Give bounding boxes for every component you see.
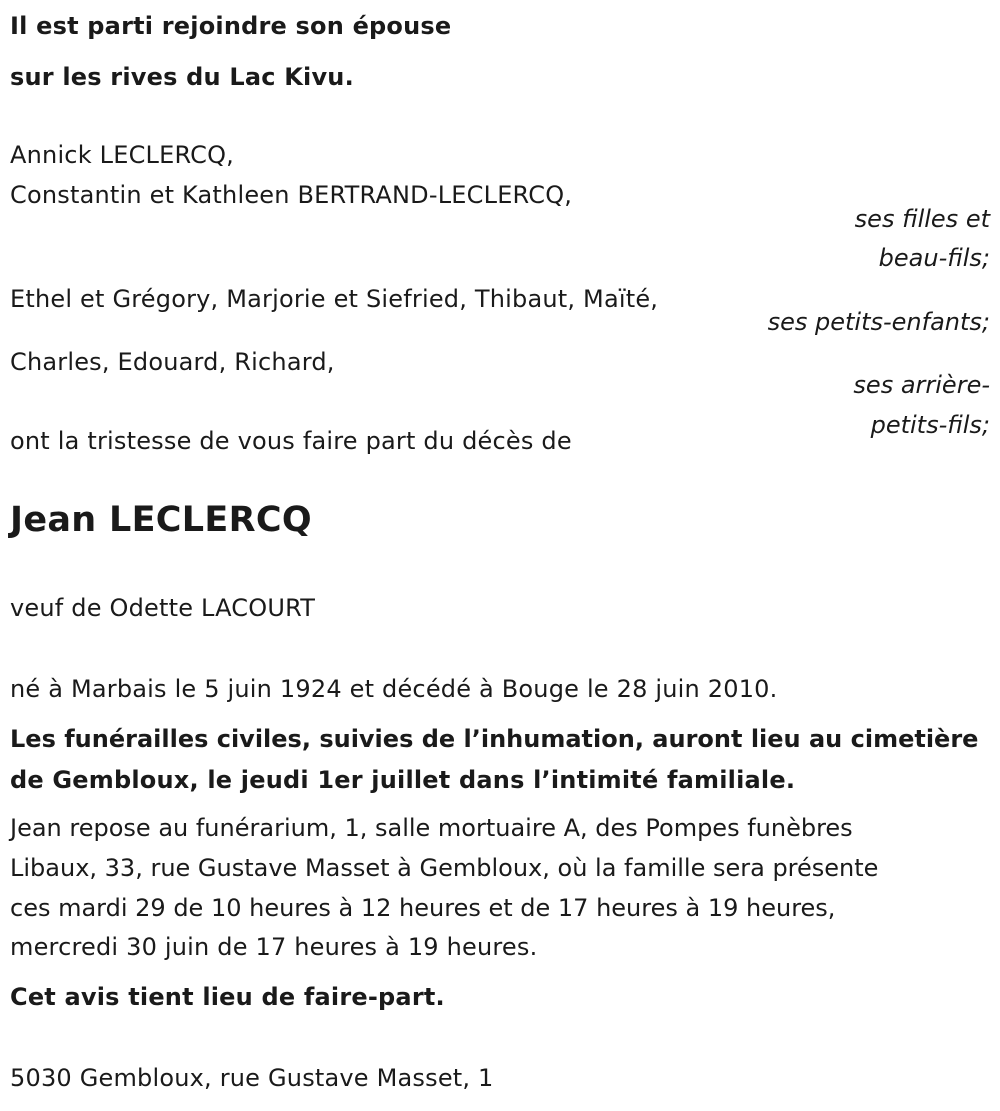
family-great-grandchildren: Charles, Edouard, Richard, [10, 348, 335, 376]
visitation-line-1: Jean repose au funérarium, 1, salle mortuaire A, des Pompes funèbres [10, 814, 853, 842]
family-grandchildren: Ethel et Grégory, Marjorie et Siefried, Thibaut, Maïté, [10, 285, 659, 313]
visitation-line-4: mercredi 30 juin de 17 heures à 19 heures. [10, 933, 538, 961]
visitation-line-3: ces mardi 29 de 10 heures à 12 heures et de 17 heures à 19 heures, [10, 894, 836, 922]
funeral-line-1: Les funérailles civiles, suivies de l’inhumation, auront lieu au cimetière [10, 725, 979, 753]
funeral-line-2: de Gembloux, le jeudi 1er juillet dans l’intimité familiale. [10, 766, 796, 794]
grandchildren-relation: ses petits-enfants; [767, 308, 990, 336]
address-text: 5030 Gembloux, rue Gustave Masset, 1 [10, 1064, 494, 1092]
birth-death-dates: né à Marbais le 5 juin 1924 et décédé à Bouge le 28 juin 2010. [10, 675, 778, 703]
family-daughter-1: Annick LECLERCQ, [10, 141, 235, 169]
intro-line-1: Il est parti rejoindre son épouse [10, 12, 452, 40]
visitation-line-2: Libaux, 33, rue Gustave Masset à Gembloux, où la famille sera présente [10, 854, 879, 882]
deceased-name: Jean LECLERCQ [10, 500, 312, 540]
great-grandchildren-relation-1: ses arrière- [853, 371, 990, 399]
family-daughter-2: Constantin et Kathleen BERTRAND-LECLERCQ, [10, 181, 573, 209]
intro-line-2: sur les rives du Lac Kivu. [10, 63, 354, 91]
great-grandchildren-relation-2: petits-fils; [870, 411, 990, 439]
daughters-relation-2: beau-fils; [878, 244, 990, 272]
announcement-text: ont la tristesse de vous faire part du décès de [10, 427, 572, 455]
widower-text: veuf de Odette LACOURT [10, 594, 316, 622]
daughters-relation-1: ses filles et [854, 205, 990, 233]
notice-text: Cet avis tient lieu de faire-part. [10, 983, 445, 1011]
